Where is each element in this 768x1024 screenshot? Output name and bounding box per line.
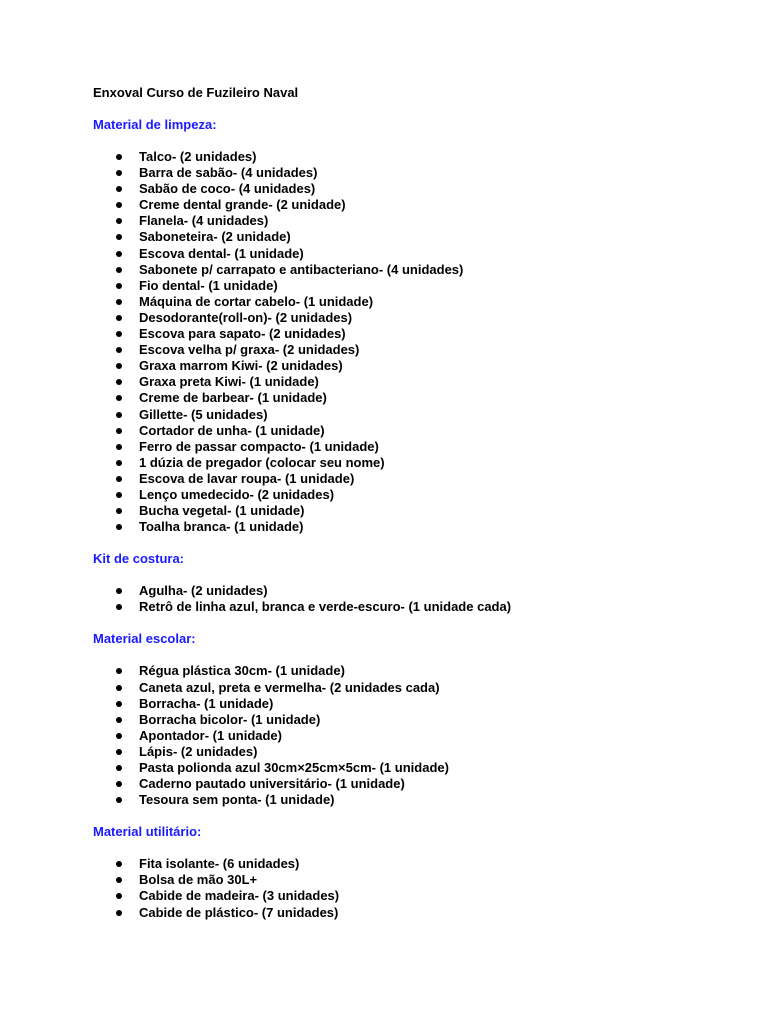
list-item <box>93 872 743 888</box>
list-item <box>93 326 743 342</box>
bullet-icon <box>116 299 122 305</box>
list-item-text: Agulha- (2 unidades) <box>139 583 268 599</box>
list-item-text: Cabide de plástico- (7 unidades) <box>139 904 339 920</box>
bullet-icon <box>116 218 122 224</box>
bullet-icon <box>116 460 122 466</box>
item-list <box>93 583 743 615</box>
list-item <box>93 696 743 712</box>
list-item-text: Tesoura sem ponta- (1 unidade) <box>139 792 335 808</box>
list-item <box>93 583 743 599</box>
list-item <box>93 342 743 358</box>
list-item-text: Escova dental- (1 unidade) <box>139 245 304 261</box>
section-heading: Material de limpeza: <box>93 117 217 132</box>
bullet-icon <box>116 685 122 691</box>
section-heading: Material escolar: <box>93 631 196 647</box>
list-item-text: Cortador de unha- (1 unidade) <box>139 422 325 438</box>
bullet-icon <box>116 251 122 257</box>
list-item-text: Graxa marrom Kiwi- (2 unidades) <box>139 358 343 374</box>
bullet-icon <box>116 283 122 289</box>
bullet-icon <box>116 492 122 498</box>
bullet-icon <box>116 476 122 482</box>
list-item-text: Régua plástica 30cm- (1 unidade) <box>139 663 345 679</box>
list-item <box>93 149 743 165</box>
list-item <box>93 294 743 310</box>
list-item <box>93 519 743 535</box>
bullet-icon <box>116 877 122 883</box>
section-heading: Kit de costura: <box>93 551 185 567</box>
list-item <box>93 792 743 808</box>
list-item-text: Bolsa de mão 30L+ <box>139 872 258 888</box>
list-item <box>93 213 743 229</box>
list-item-text: Apontador- (1 unidade) <box>139 727 282 743</box>
list-item-text: Desodorante(roll-on)- (2 unidades) <box>139 309 353 325</box>
bullet-icon <box>116 234 122 240</box>
list-item-text: Lápis- (2 unidades) <box>139 743 258 759</box>
bullet-icon <box>116 910 122 916</box>
list-item <box>93 728 743 744</box>
section <box>93 824 743 920</box>
list-item-text: Flanela- (4 unidades) <box>139 213 269 229</box>
list-item-text: Escova de lavar roupa- (1 unidade) <box>139 470 355 486</box>
list-item <box>93 181 743 197</box>
list-item <box>93 423 743 439</box>
list-item <box>93 439 743 455</box>
bullet-icon <box>116 186 122 192</box>
section <box>93 117 743 535</box>
list-item-text: Máquina de cortar cabelo- (1 unidade) <box>139 293 374 309</box>
bullet-icon <box>116 797 122 803</box>
list-item <box>93 390 743 406</box>
document-title: Enxoval Curso de Fuzileiro Naval <box>93 85 299 100</box>
section <box>93 631 743 808</box>
list-item <box>93 310 743 326</box>
bullet-icon <box>116 412 122 418</box>
bullet-icon <box>116 733 122 739</box>
list-item-text: Escova velha p/ graxa- (2 unidades) <box>139 342 360 358</box>
list-item-text: Bucha vegetal- (1 unidade) <box>139 503 305 519</box>
bullet-icon <box>116 893 122 899</box>
list-item-text: Sabonete p/ carrapato e antibacteriano- (4 unidades) <box>139 261 464 277</box>
item-list <box>93 856 743 920</box>
list-item <box>93 905 743 921</box>
list-item <box>93 262 743 278</box>
document-page <box>93 85 743 921</box>
bullet-icon <box>116 588 122 594</box>
list-item-text: 1 dúzia de pregador (colocar seu nome) <box>139 454 385 470</box>
list-item-text: Pasta polionda azul 30cm×25cm×5cm- (1 unidade) <box>139 760 449 775</box>
list-item <box>93 471 743 487</box>
list-item-text: Talco- (2 unidades) <box>139 149 257 164</box>
list-item-text: Creme dental grande- (2 unidade) <box>139 197 346 213</box>
list-item-text: Saboneteira- (2 unidade) <box>139 229 291 245</box>
list-item-text: Graxa preta Kiwi- (1 unidade) <box>139 374 319 390</box>
item-list <box>93 149 743 535</box>
list-item-text: Toalha branca- (1 unidade) <box>139 519 304 535</box>
bullet-icon <box>116 701 122 707</box>
list-item <box>93 712 743 728</box>
bullet-icon <box>116 170 122 176</box>
list-item <box>93 760 743 776</box>
bullet-icon <box>116 444 122 450</box>
bullet-icon <box>116 428 122 434</box>
bullet-icon <box>116 331 122 337</box>
bullet-icon <box>116 604 122 610</box>
list-item-text: Barra de sabão- (4 unidades) <box>139 165 318 181</box>
bullet-icon <box>116 749 122 755</box>
bullet-icon <box>116 347 122 353</box>
list-item-text: Escova para sapato- (2 unidades) <box>139 326 346 342</box>
bullet-icon <box>116 668 122 674</box>
list-item <box>93 856 743 872</box>
list-item <box>93 744 743 760</box>
list-item-text: Gillette- (5 unidades) <box>139 406 268 422</box>
bullet-icon <box>116 315 122 321</box>
list-item-text: Borracha bicolor- (1 unidade) <box>139 711 321 727</box>
list-item-text: Cabide de madeira- (3 unidades) <box>139 888 340 904</box>
list-item <box>93 165 743 181</box>
bullet-icon <box>116 267 122 273</box>
list-item-text: Caneta azul, preta e vermelha- (2 unidades cada) <box>139 679 440 695</box>
list-item <box>93 503 743 519</box>
bullet-icon <box>116 202 122 208</box>
bullet-icon <box>116 508 122 514</box>
list-item <box>93 246 743 262</box>
list-item <box>93 455 743 471</box>
list-item <box>93 888 743 904</box>
list-item <box>93 374 743 390</box>
list-item <box>93 487 743 503</box>
list-item <box>93 229 743 245</box>
bullet-icon <box>116 765 122 771</box>
list-item-text: Sabão de coco- (4 unidades) <box>139 181 316 197</box>
document-sections <box>93 117 743 921</box>
bullet-icon <box>116 524 122 530</box>
bullet-icon <box>116 363 122 369</box>
list-item <box>93 599 743 615</box>
list-item-text: Creme de barbear- (1 unidade) <box>139 390 327 406</box>
bullet-icon <box>116 717 122 723</box>
list-item-text: Caderno pautado universitário- (1 unidade) <box>139 776 405 792</box>
list-item <box>93 197 743 213</box>
list-item <box>93 278 743 294</box>
section-heading: Material utilitário: <box>93 824 202 840</box>
list-item-text: Fita isolante- (6 unidades) <box>139 856 300 872</box>
list-item <box>93 663 743 679</box>
item-list <box>93 663 743 808</box>
section <box>93 551 743 615</box>
list-item <box>93 407 743 423</box>
list-item-text: Fio dental- (1 unidade) <box>139 277 278 293</box>
bullet-icon <box>116 379 122 385</box>
list-item-text: Lenço umedecido- (2 unidades) <box>139 486 335 502</box>
list-item <box>93 680 743 696</box>
bullet-icon <box>116 154 122 160</box>
list-item-text: Ferro de passar compacto- (1 unidade) <box>139 438 379 454</box>
list-item-text: Retrô de linha azul, branca e verde-escuro- (1 unidade cada) <box>139 599 512 615</box>
bullet-icon <box>116 781 122 787</box>
list-item <box>93 358 743 374</box>
list-item-text: Borracha- (1 unidade) <box>139 695 274 711</box>
bullet-icon <box>116 861 122 867</box>
list-item <box>93 776 743 792</box>
bullet-icon <box>116 395 122 401</box>
